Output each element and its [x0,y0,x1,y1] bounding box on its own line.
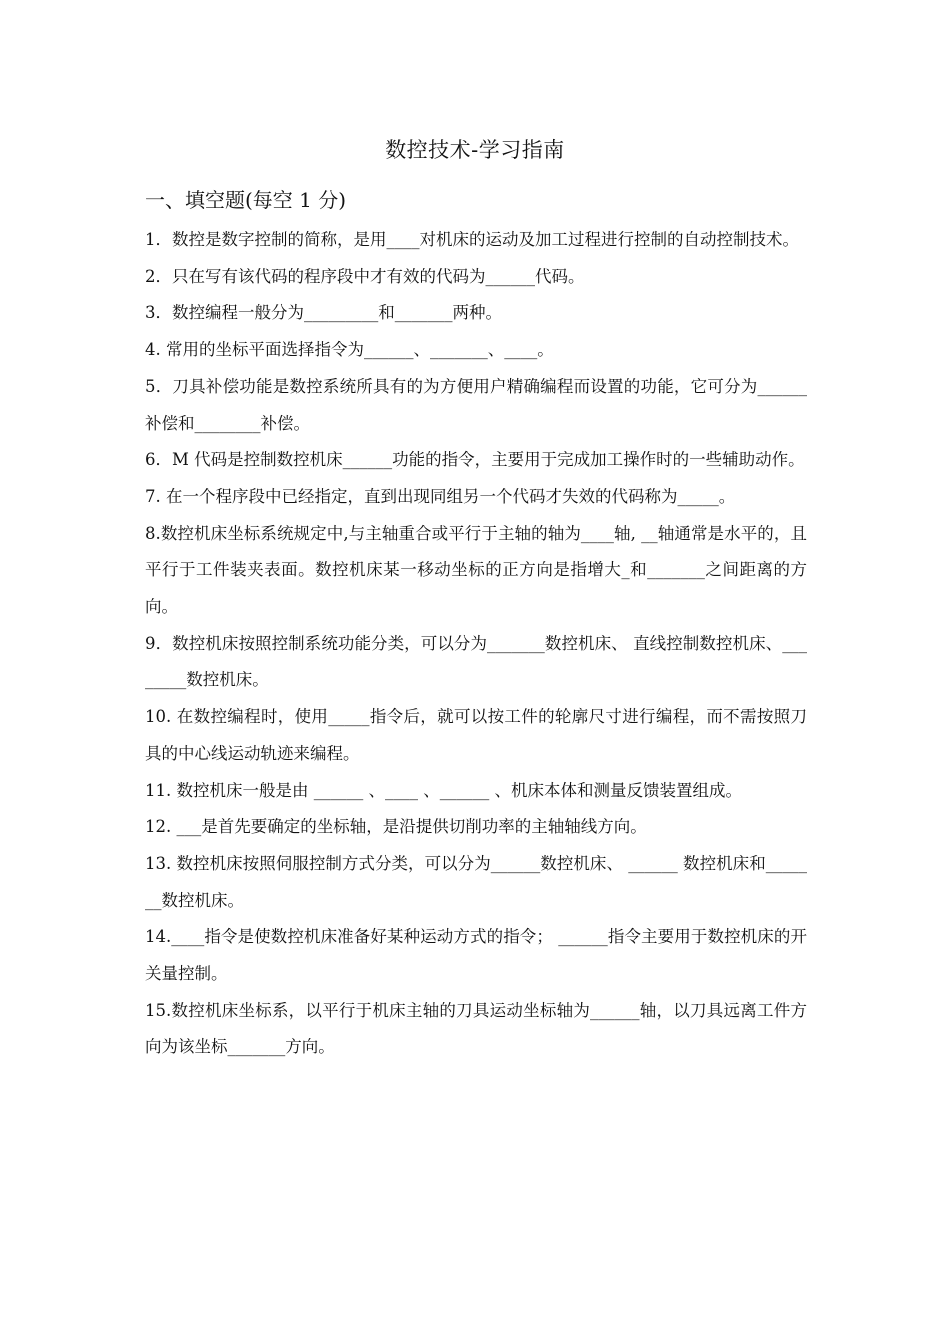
document-title: 数控技术-学习指南 [385,138,565,162]
question-item: 1．数控是数字控制的简称，是用____对机床的运动及加工过程进行控制的自动控制技术。 [145,230,799,249]
question-item: 7. 在一个程序段中已经指定，直到出现同组另一个代码才失效的代码称为_____。 [145,486,736,506]
question-item: 15.数控机床坐标系，以平行于机床主轴的刀具运动坐标轴为______轴，以刀具远离工件方向为该坐标_______方向。 [145,1000,807,1057]
question-item: 10. 在数控编程时，使用_____指令后，就可以按工件的轮廓尺寸进行编程，而不需按照刀具的中心线运动轨迹来编程。 [145,707,807,763]
question-item: 11. 数控机床一般是由 ______ 、____ 、______ 、机床本体和测量反馈装置组成。 [145,780,742,800]
question-item: 12. ___是首先要确定的坐标轴，是沿提供切削功率的主轴轴线方向。 [145,817,647,837]
question-item: 2．只在写有该代码的程序段中才有效的代码为______代码。 [145,266,585,286]
question-item: 14.____指令是使数控机床准备好某种运动方式的指令； ______指令主要用于数控机床的开关量控制。 [145,927,807,984]
question-item: 8.数控机床坐标系统规定中,与主轴重合或平行于主轴的轴为____轴, __轴通常是水平的，且平行于工件装夹表面。数控机床某一移动坐标的正方向是指增大_和_______之间距离的方向。 [145,523,807,617]
question-item: 6．M 代码是控制数控机床______功能的指令，主要用于完成加工操作时的一些辅助动作。 [145,450,805,470]
question-item: 5．刀具补偿功能是数控系统所具有的为方便用户精确编程而设置的功能，它可分为______补偿和________补偿。 [145,376,807,433]
question-item: 3．数控编程一般分为_________和_______两种。 [145,303,502,323]
question-item: 4. 常用的坐标平面选择指令为______、_______、____。 [145,340,554,360]
section-heading: 一、填空题(每空 1 分) [145,188,347,212]
question-list [145,222,807,1066]
question-item: 9．数控机床按照控制系统功能分类，可以分为_______数控机床、 直线控制数控机床、________数控机床。 [145,633,807,690]
question-item: 13. 数控机床按照伺服控制方式分类，可以分为______数控机床、 ______ 数控机床和_______数控机床。 [145,853,807,910]
